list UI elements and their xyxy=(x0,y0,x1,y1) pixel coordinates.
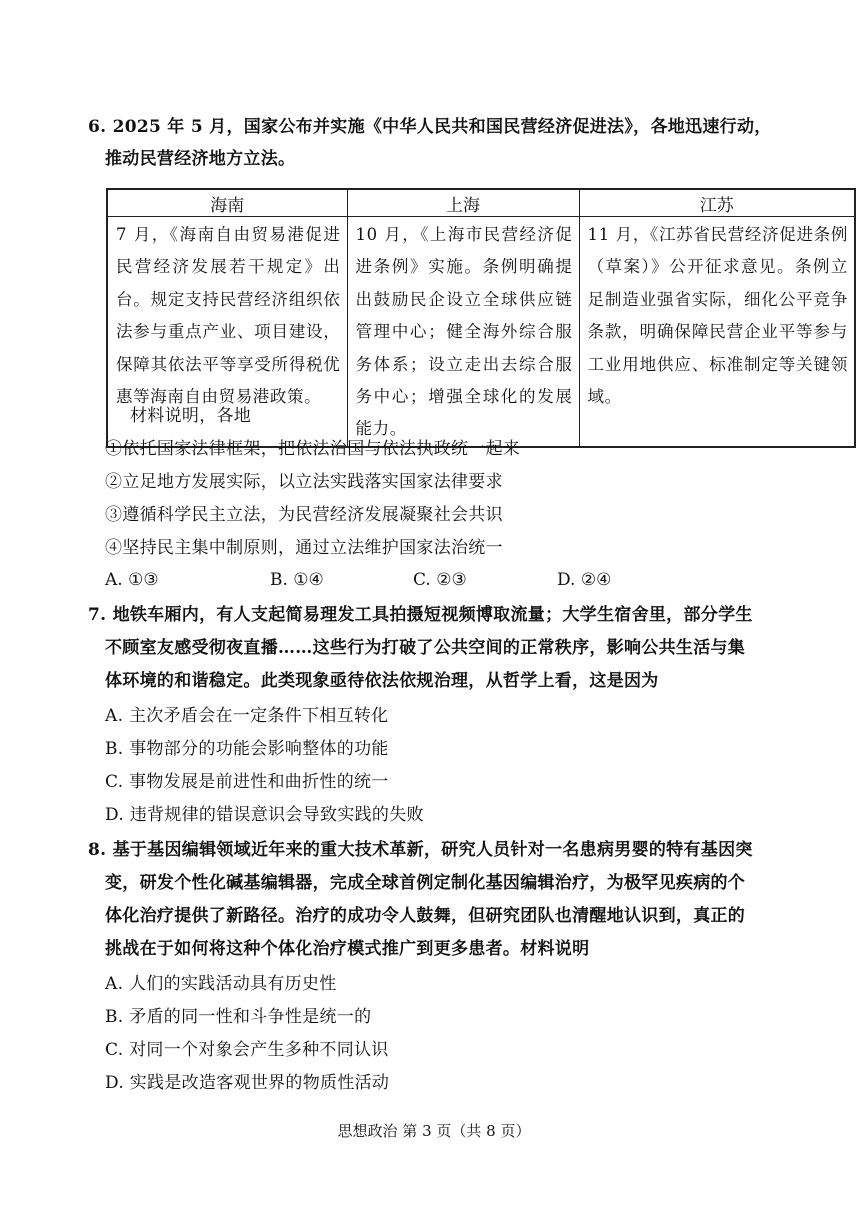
q8-option-b[interactable]: B. 矛盾的同一性和斗争性是统一的 xyxy=(105,1007,372,1027)
q8-stem-line-1: 8. 基于基因编辑领域近年来的重大技术革新，研究人员针对一名患病男婴的特有基因突 xyxy=(88,840,753,860)
q6-statement-2: ②立足地方发展实际，以立法实践落实国家法律要求 xyxy=(105,472,503,492)
q6-stem-line-2: 推动民营经济地方立法。 xyxy=(105,149,296,169)
cell-hainan: 7 月，《海南自由贸易港促进民营经济发展若干规定》出台。规定支持民营经济组织依法参与重点产业、项目建设，保障其依法平等享受所得税优惠等海南自由贸易港政策。 xyxy=(107,217,347,447)
q7-stem-line-1: 7. 地铁车厢内，有人支起简易理发工具拍摄短视频博取流量；大学生宿舍里，部分学生 xyxy=(88,605,753,625)
q8-option-d[interactable]: D. 实践是改造客观世界的物质性活动 xyxy=(105,1073,390,1093)
cell-shanghai: 10 月，《上海市民营经济促进条例》实施。条例明确提出鼓励民企设立全球供应链管理中心；健全海外综合服务体系；设立走出去综合服务中心；增强全球化的发展能力。 xyxy=(347,217,579,447)
header-jiangsu: 江苏 xyxy=(579,189,855,217)
q6-statement-3: ③遵循科学民主立法，为民营经济发展凝聚社会共识 xyxy=(105,505,503,525)
q7-stem-line-2: 不顾室友感受彻夜直播……这些行为打破了公共空间的正常秩序，影响公共生活与集 xyxy=(105,638,746,658)
q8-option-c[interactable]: C. 对同一个对象会产生多种不同认识 xyxy=(105,1040,389,1060)
header-shanghai: 上海 xyxy=(347,189,579,217)
q6-statement-4: ④坚持民主集中制原则，通过立法维护国家法治统一 xyxy=(105,538,503,558)
q6-options xyxy=(105,570,665,596)
q7-option-b[interactable]: B. 事物部分的功能会影响整体的功能 xyxy=(105,739,389,759)
q8-stem-line-3: 体化治疗提供了新路径。治疗的成功令人鼓舞，但研究团队也清醒地认识到，真正的 xyxy=(105,906,746,926)
q6-statement-1: ①依托国家法律框架，把依法治国与依法执政统一起来 xyxy=(105,439,521,459)
q7-stem-line-3: 体环境的和谐稳定。此类现象亟待依法依规治理，从哲学上看，这是因为 xyxy=(105,671,659,691)
q6-option-d[interactable]: D. ②④ xyxy=(557,570,612,590)
q8-stem-line-2: 变，研发个性化碱基编辑器，完成全球首例定制化基因编辑治疗，为极罕见疾病的个 xyxy=(105,873,746,893)
q6-stem-line-1: 6. 2025 年 5 月，国家公布并实施《中华人民共和国民营经济促进法》，各地迅速行动， xyxy=(88,117,772,137)
q6-lead: 材料说明，各地 xyxy=(130,406,252,426)
header-hainan: 海南 xyxy=(107,189,347,217)
cell-jiangsu: 11 月，《江苏省民营经济促进条例（草案）》公开征求意见。条例立足制造业强省实际，细化公平竞争条款，明确保障民营企业平等参与工业用地供应、标准制定等关键领域。 xyxy=(579,217,855,447)
q8-option-a[interactable]: A. 人们的实践活动具有历史性 xyxy=(105,974,337,994)
page-footer: 思想政治 第 3 页（共 8 页） xyxy=(337,1122,531,1140)
q6-option-b[interactable]: B. ①④ xyxy=(270,570,324,590)
table-header-row xyxy=(107,189,855,217)
q8-stem-line-4: 挑战在于如何将这种个体化治疗模式推广到更多患者。材料说明 xyxy=(105,939,590,959)
q7-option-d[interactable]: D. 违背规律的错误意识会导致实践的失败 xyxy=(105,805,424,825)
q7-option-c[interactable]: C. 事物发展是前进性和曲折性的统一 xyxy=(105,772,389,792)
q6-option-a[interactable]: A. ①③ xyxy=(105,570,159,590)
q7-option-a[interactable]: A. 主次矛盾会在一定条件下相互转化 xyxy=(105,706,389,726)
q6-option-c[interactable]: C. ②③ xyxy=(413,570,467,590)
